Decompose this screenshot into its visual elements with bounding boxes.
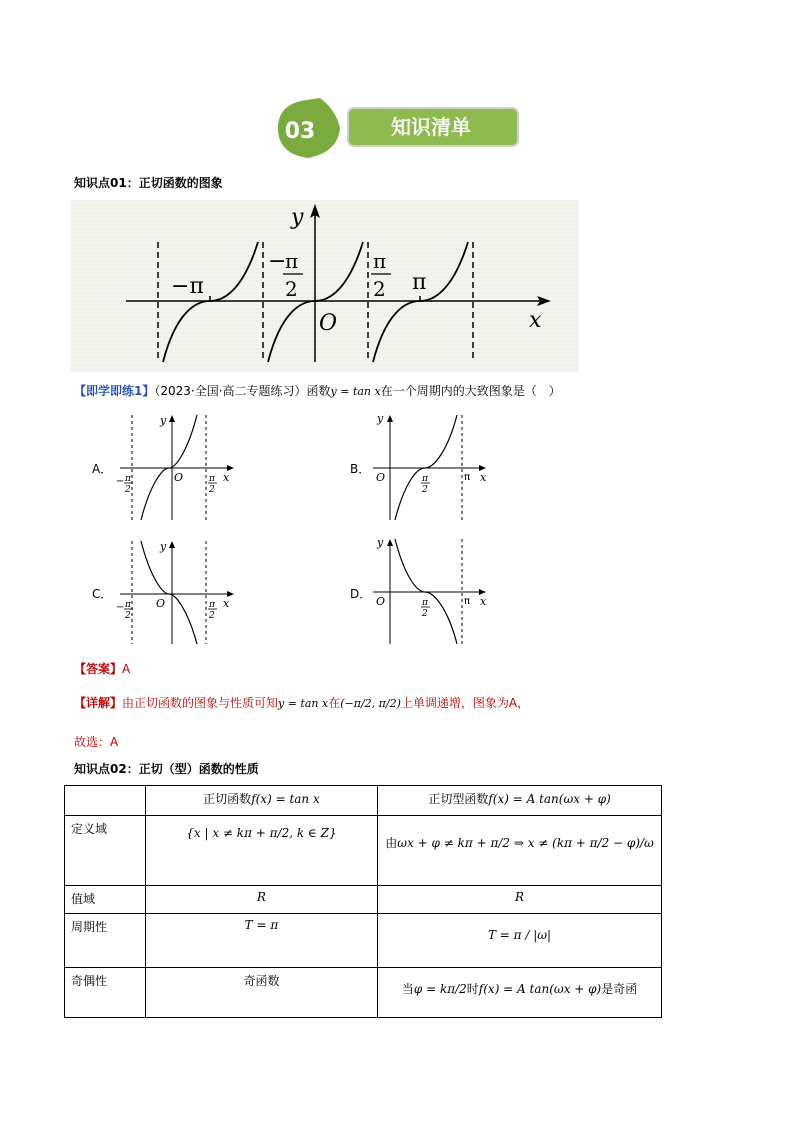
table-row: 定义域 {x | x ≠ kπ + π/2, k ∈ Z} 由ωx + φ ≠ kπ + π/2 ⇒ x ≠ (kπ + π/2 − φ)/ω [65, 816, 662, 886]
svg-text:π: π [125, 600, 131, 610]
properties-table [64, 785, 662, 1018]
svg-text:2: 2 [422, 609, 428, 619]
banner-title: 知识清单 [391, 115, 471, 139]
section-banner [268, 96, 528, 162]
svg-text:O: O [376, 595, 386, 608]
neg-pi-label: −π [171, 274, 204, 299]
option-c-label[interactable]: C． [92, 587, 113, 601]
choose-text: 故选： [74, 735, 111, 749]
tangent-graph [71, 200, 579, 372]
practice-tag: 【即学即练1】 [74, 384, 155, 398]
detail-text1: 由正切函数的图象与性质可知 [122, 696, 279, 710]
practice-func: y = tan x [330, 385, 381, 398]
option-b-label[interactable]: B． [350, 462, 371, 476]
svg-text:x: x [480, 471, 487, 484]
option-a-graph[interactable] [110, 410, 240, 522]
svg-text:π: π [422, 598, 428, 608]
detail-line [74, 694, 529, 711]
option-a-label[interactable]: A． [92, 462, 113, 476]
origin-label: O [319, 311, 338, 336]
svg-text:y: y [377, 412, 384, 425]
section2-heading: 知识点02：正切（型）函数的性质 [74, 762, 259, 776]
section1-heading: 知识点01：正切函数的图象 [74, 176, 223, 190]
svg-text:O: O [156, 597, 166, 610]
x-label: x [529, 308, 542, 333]
table-row: 奇偶性 奇函数 当φ = kπ/2时f(x) = A tan(ωx + φ)是奇函 [65, 968, 662, 1018]
svg-text:π: π [209, 600, 215, 610]
answer-value: A [122, 662, 131, 676]
y-label: y [291, 205, 304, 230]
detail-interval: (−π/2, π/2) [340, 697, 401, 710]
option-d-label[interactable]: D． [350, 587, 372, 601]
option-c-graph[interactable] [110, 536, 240, 646]
practice-question-rest: 在一个周期内的大致图象是（ ） [380, 384, 561, 398]
neg-half-pi-num: π [285, 249, 299, 273]
svg-text:y: y [160, 414, 167, 427]
svg-text:2: 2 [422, 485, 428, 495]
svg-text:−: − [116, 602, 125, 613]
banner-number: 03 [284, 119, 316, 144]
svg-text:−: − [116, 476, 125, 487]
svg-text:x: x [480, 595, 487, 608]
neg-half-pi-den: 2 [285, 277, 298, 301]
detail-func: y = tan x [278, 697, 329, 710]
option-b-graph[interactable] [368, 410, 494, 522]
svg-text:π: π [464, 596, 471, 607]
practice-source: （2023·全国·高二专题练习）函数 [154, 384, 331, 398]
svg-text:π: π [464, 472, 471, 483]
table-header-row: 正切函数f(x) = tan x 正切型函数f(x) = A tan(ωx + φ) [65, 786, 662, 816]
detail-tag: 【详解】 [74, 696, 123, 710]
half-pi-den: 2 [373, 277, 386, 301]
svg-text:x: x [223, 471, 230, 484]
svg-text:y: y [377, 536, 384, 549]
choose-value: A [110, 735, 119, 749]
minus-sign: − [268, 249, 287, 274]
practice-question [74, 382, 561, 399]
svg-text:π: π [125, 474, 131, 484]
answer-line [74, 660, 130, 677]
answer-tag: 【答案】 [74, 662, 123, 676]
svg-text:π: π [209, 474, 215, 484]
detail-text3: 上单调递增，图象为A， [400, 696, 530, 710]
svg-text:y: y [160, 540, 167, 553]
table-row: 值域 R R [65, 886, 662, 914]
choose-line [74, 733, 118, 750]
svg-text:2: 2 [125, 485, 131, 495]
svg-text:O: O [376, 471, 386, 484]
option-d-graph[interactable] [368, 534, 494, 646]
svg-text:2: 2 [125, 611, 131, 621]
half-pi-num: π [373, 249, 387, 273]
pi-label: π [412, 270, 427, 295]
svg-text:2: 2 [209, 485, 215, 495]
svg-text:π: π [422, 474, 428, 484]
svg-text:O: O [174, 471, 184, 484]
detail-text2: 在 [328, 696, 341, 710]
svg-text:x: x [223, 597, 230, 610]
table-row: 周期性 T = π T = π / |ω| [65, 914, 662, 968]
svg-text:2: 2 [209, 611, 215, 621]
